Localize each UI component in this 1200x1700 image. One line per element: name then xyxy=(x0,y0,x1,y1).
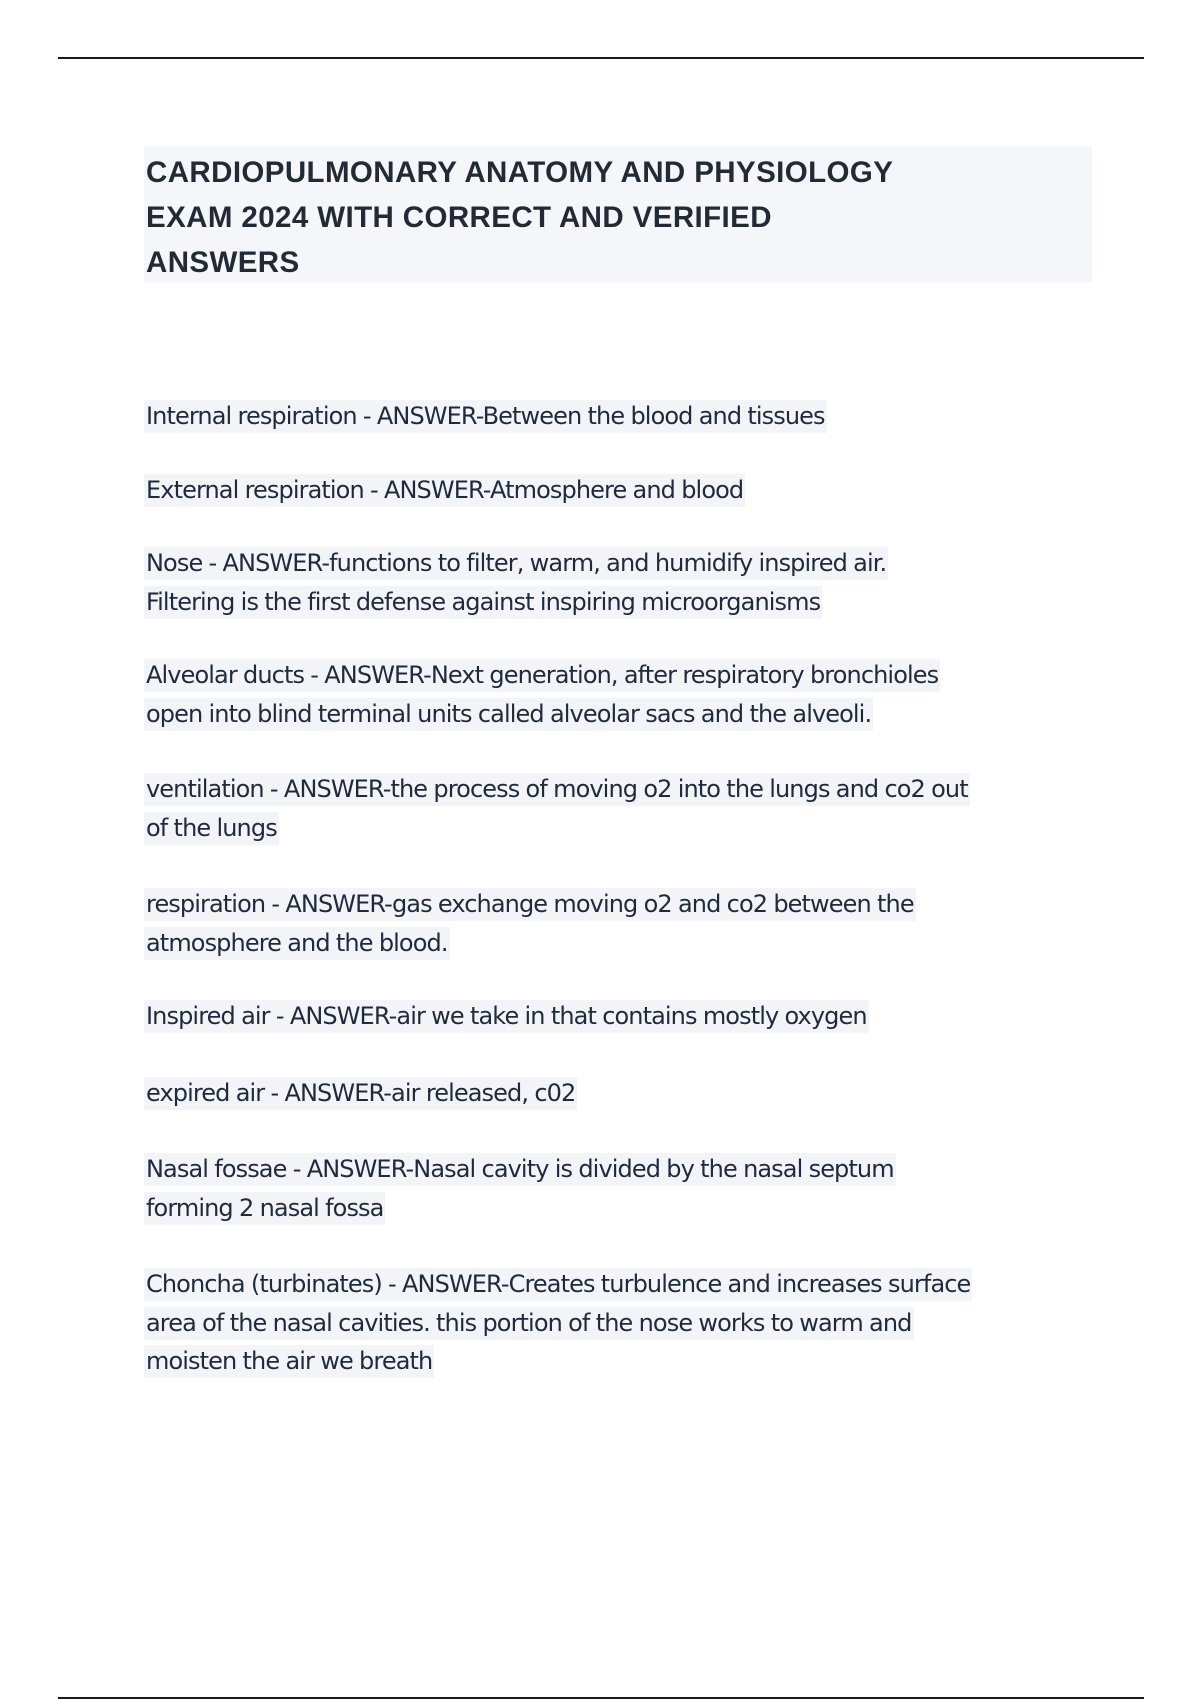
qa-text: Nasal fossae - ANSWER-Nasal cavity is divided by the nasal septum forming 2 nasal fossa xyxy=(144,1153,896,1225)
qa-text: Internal respiration - ANSWER-Between the blood and tissues xyxy=(144,400,827,433)
qa-item xyxy=(144,1074,1104,1113)
top-rule xyxy=(58,57,1144,59)
qa-item xyxy=(144,544,1104,621)
title-block xyxy=(144,146,1092,282)
qa-item xyxy=(144,1150,1104,1227)
qa-item xyxy=(144,656,1104,733)
bottom-rule xyxy=(58,1697,1144,1699)
qa-text: Alveolar ducts - ANSWER-Next generation, after respiratory bronchioles open into blind terminal units called alveolar sacs and the alveoli. xyxy=(144,659,940,731)
qa-text: External respiration - ANSWER-Atmosphere and blood xyxy=(144,474,745,507)
qa-item xyxy=(144,997,1104,1036)
qa-item xyxy=(144,397,1104,436)
qa-text: Inspired air - ANSWER-air we take in that contains mostly oxygen xyxy=(144,1000,869,1033)
qa-text: respiration - ANSWER-gas exchange moving o2 and co2 between the atmosphere and the blood. xyxy=(144,888,916,960)
qa-list xyxy=(144,397,1104,1381)
qa-text: Choncha (turbinates) - ANSWER-Creates turbulence and increases surface area of the nasal cavities. this portion of the nose works to warm and moisten the air we breath xyxy=(144,1268,972,1378)
qa-item xyxy=(144,471,1104,510)
qa-text: ventilation - ANSWER-the process of moving o2 into the lungs and co2 out of the lungs xyxy=(144,773,970,845)
qa-text: expired air - ANSWER-air released, c02 xyxy=(144,1077,577,1110)
qa-item xyxy=(144,1265,1104,1381)
qa-item xyxy=(144,885,1104,962)
qa-item xyxy=(144,770,1104,847)
qa-text: Nose - ANSWER-functions to filter, warm, and humidify inspired air. Filtering is the first defense against inspiring microorganisms xyxy=(144,547,888,619)
document-title: CARDIOPULMONARY ANATOMY AND PHYSIOLOGY EXAM 2024 WITH CORRECT AND VERIFIED ANSWERS xyxy=(146,156,894,279)
